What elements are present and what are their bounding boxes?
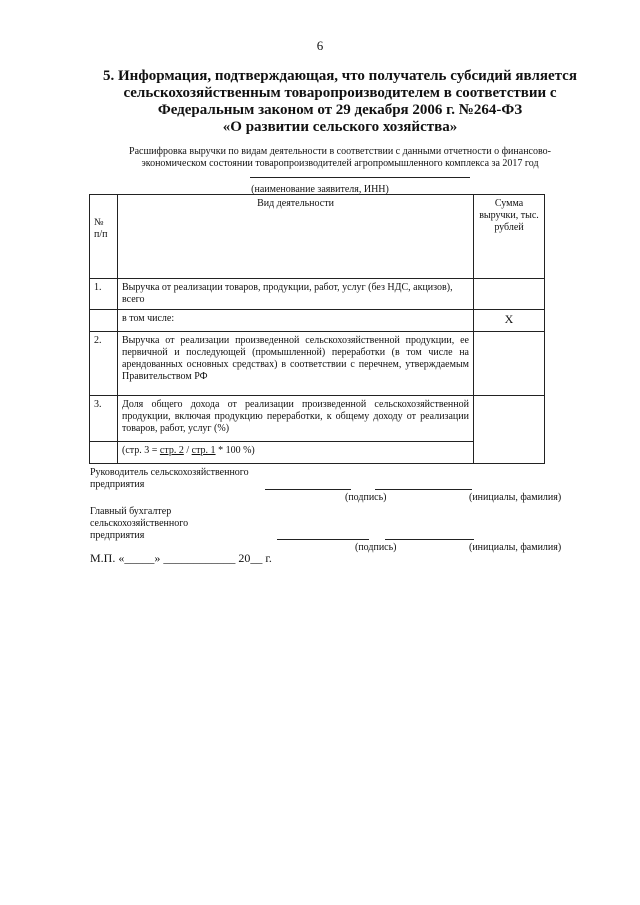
section-heading [80,68,600,136]
row-activity: в том числе: [118,310,474,332]
page-number: 6 [316,38,324,53]
row-activity: Выручка от реализации произведенной сельскохозяйственной продукции, ее первичной и последующей (промышленной) переработки (в том числе на арендованных основных средствах) в соответствии с перечнем, утверждаемым Правительством РФ [118,332,474,396]
head-label [90,467,249,491]
heading-line: сельскохозяйственным товаропроизводителем в соответствии с [123,85,557,101]
row-sum-mark: X [474,310,545,332]
heading-line: «О развитии сельского хозяйства» [222,119,458,135]
accountant-label-line: предприятия [90,530,145,541]
applicant-caption: (наименование заявителя, ИНН) [251,184,389,195]
head-signature-caption: (подпись) [345,492,387,503]
seal-date-line: М.П. «_____» ____________ 20__ г. [90,551,272,565]
intro-text [95,146,585,170]
header-number [90,195,118,279]
table-row [90,279,545,310]
accountant-label-line: Главный бухгалтер [90,506,172,517]
row-sum-cell[interactable] [474,396,545,464]
revenue-table [89,194,545,464]
formula-suffix: * 100 %) [215,445,255,456]
row-number: 3. [90,396,118,442]
accountant-label [90,506,188,542]
applicant-name-field[interactable] [250,177,470,178]
formula-cell [118,442,474,464]
head-label-line: Руководитель сельскохозяйственного [90,467,249,478]
row-number: 1. [90,279,118,310]
intro-line: экономическом состоянии товаропроизводителей агропромышленного комплекса за 2017 год [141,158,539,169]
header-number-label: п/п [94,229,108,240]
intro-line: Расшифровка выручки по видам деятельности в соответствии с данными отчетности о финансово- [129,146,551,157]
accountant-label-line: сельскохозяйственного [90,518,189,529]
table-row [90,310,545,332]
accountant-initials-field[interactable] [385,539,474,540]
accountant-signature-field[interactable] [277,539,369,540]
formula-prefix: (стр. 3 = [122,445,160,456]
table-header-row [90,195,545,279]
header-sum: Сумма выручки, тыс. рублей [474,195,545,279]
row-sum-cell[interactable] [474,279,545,310]
row-activity: Доля общего дохода от реализации произведенной сельскохозяйственной продукции, включая продукцию переработки, к общему доходу от реализации товаров, работ, услуг (%) [118,396,474,442]
head-initials-caption: (инициалы, фамилия) [469,492,562,503]
formula-ref-row2: стр. 2 [159,445,184,456]
heading-line: Федеральным законом от 29 декабря 2006 г. №264-ФЗ [157,102,523,118]
head-initials-field[interactable] [375,489,472,490]
accountant-signature-caption: (подпись) [355,542,397,553]
header-number-sign: № [94,217,104,228]
table-row [90,332,545,396]
row-number [90,442,118,464]
header-activity: Вид деятельности [118,195,474,279]
accountant-initials-caption: (инициалы, фамилия) [469,542,562,553]
row-sum-cell[interactable] [474,332,545,396]
row-number [90,310,118,332]
row-number: 2. [90,332,118,396]
table-row [90,396,545,442]
head-signature-field[interactable] [265,489,351,490]
formula-separator: / [183,445,192,456]
row-activity: Выручка от реализации товаров, продукции, работ, услуг (без НДС, акцизов), всего [118,279,474,310]
head-label-line: предприятия [90,479,145,490]
formula-ref-row1: стр. 1 [191,445,216,456]
heading-line: 5. Информация, подтверждающая, что получатель субсидий является [103,68,577,84]
